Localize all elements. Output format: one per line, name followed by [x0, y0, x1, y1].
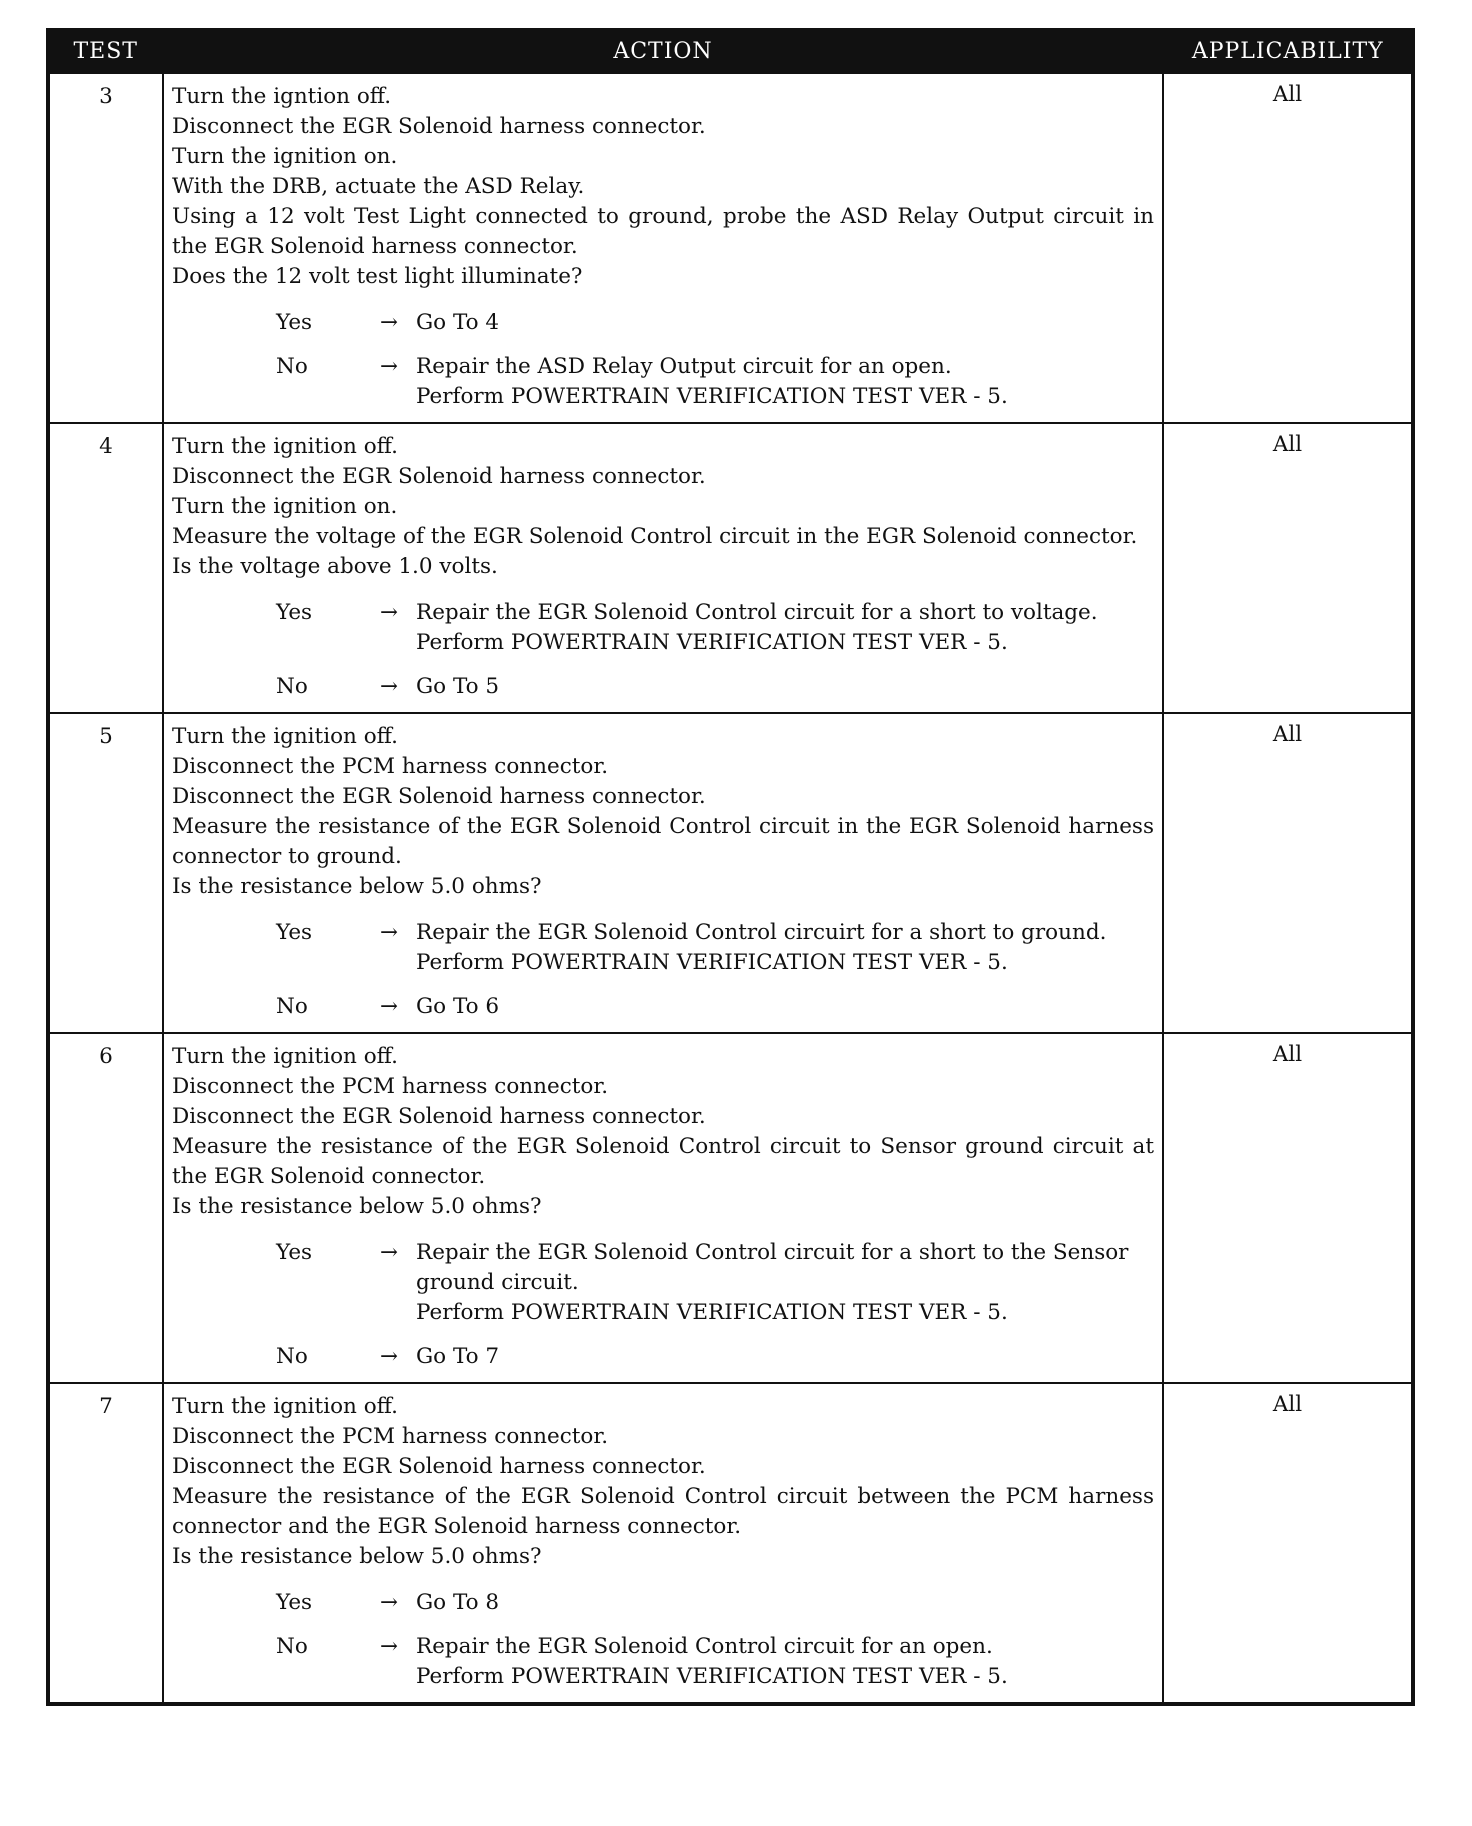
test-number: 7: [48, 1383, 163, 1704]
yes-answer-line: Perform POWERTRAIN VERIFICATION TEST VER - 5.: [416, 630, 1008, 655]
yes-label: Yes: [276, 600, 313, 625]
table-row: [48, 1033, 1413, 1383]
action-step: Disconnect the EGR Solenoid harness connector.: [172, 1454, 706, 1479]
answer-block: [172, 1588, 1154, 1692]
answer-block: [172, 918, 1154, 1022]
yes-text: [416, 1238, 1154, 1328]
action-steps: [172, 722, 1154, 902]
arrow-right-icon: →: [380, 1240, 399, 1265]
action-steps: [172, 1392, 1154, 1572]
arrow-right-icon: →: [380, 920, 399, 945]
action-cell: [163, 423, 1163, 713]
yes-answer-line: Go To 8: [416, 1590, 500, 1615]
no-answer-line: Perform POWERTRAIN VERIFICATION TEST VER - 5.: [416, 384, 1008, 409]
applicability-value: All: [1163, 1033, 1413, 1383]
no-answer: [276, 672, 1154, 702]
action-step: Turn the ignition off.: [172, 724, 398, 749]
no-text: [416, 672, 1154, 702]
table-row: [48, 713, 1413, 1033]
yes-answer: [276, 918, 1154, 978]
applicability-value: All: [1163, 73, 1413, 424]
no-label: No: [276, 1344, 308, 1369]
action-step: Disconnect the EGR Solenoid harness connector.: [172, 784, 706, 809]
header-action: ACTION: [163, 30, 1163, 73]
applicability-value: All: [1163, 713, 1413, 1033]
no-label: No: [276, 674, 308, 699]
arrow-right-icon: →: [380, 674, 399, 699]
yes-text: [416, 1588, 1154, 1618]
action-cell: [163, 1033, 1163, 1383]
action-step: Measure the voltage of the EGR Solenoid Control circuit in the EGR Solenoid connector.: [172, 524, 1138, 549]
yes-answer-line: Go To 4: [416, 310, 500, 335]
yes-label: Yes: [276, 1590, 313, 1615]
action-step: Turn the ignition on.: [172, 144, 398, 169]
yes-answer: [276, 1588, 1154, 1618]
no-answer: [276, 1632, 1154, 1692]
no-answer-line: Go To 5: [416, 674, 500, 699]
yes-answer-line: Repair the EGR Solenoid Control circuirt for a short to ground.: [416, 920, 1107, 945]
diagnostic-page: [46, 28, 1411, 1706]
action-step: Is the voltage above 1.0 volts.: [172, 554, 498, 579]
header-applicability: APPLICABILITY: [1163, 30, 1413, 73]
arrow-right-icon: →: [380, 1590, 399, 1615]
action-step: Does the 12 volt test light illuminate?: [172, 264, 583, 289]
yes-label: Yes: [276, 920, 313, 945]
action-step: Disconnect the PCM harness connector.: [172, 754, 609, 779]
action-step: Is the resistance below 5.0 ohms?: [172, 874, 542, 899]
header-test: TEST: [48, 30, 163, 73]
action-step: Using a 12 volt Test Light connected to ground, probe the ASD Relay Output circuit in the EGR Solenoid harness connector.: [172, 204, 1154, 259]
answer-block: [172, 598, 1154, 702]
no-label: No: [276, 1634, 308, 1659]
no-answer-line: Go To 7: [416, 1344, 500, 1369]
action-step: Turn the igntion off.: [172, 84, 392, 109]
no-label: No: [276, 994, 308, 1019]
yes-answer-line: Repair the EGR Solenoid Control circuit for a short to voltage.: [416, 600, 1098, 625]
action-step: Turn the ignition off.: [172, 1394, 398, 1419]
yes-label: Yes: [276, 1240, 313, 1265]
arrow-right-icon: →: [380, 354, 399, 379]
test-number: 5: [48, 713, 163, 1033]
no-answer-line: Repair the ASD Relay Output circuit for an open.: [416, 354, 952, 379]
table-row: [48, 73, 1413, 424]
no-text: [416, 352, 1154, 412]
no-text: [416, 992, 1154, 1022]
answer-block: [172, 308, 1154, 412]
no-answer: [276, 992, 1154, 1022]
answer-block: [172, 1238, 1154, 1372]
action-cell: [163, 713, 1163, 1033]
arrow-right-icon: →: [380, 1344, 399, 1369]
yes-answer: [276, 598, 1154, 658]
action-step: Disconnect the EGR Solenoid harness connector.: [172, 114, 706, 139]
table-row: [48, 1383, 1413, 1704]
action-step: Measure the resistance of the EGR Solenoid Control circuit between the PCM harness connector and the EGR Solenoid harness connector.: [172, 1484, 1154, 1539]
action-steps: [172, 1042, 1154, 1222]
action-step: Is the resistance below 5.0 ohms?: [172, 1194, 542, 1219]
yes-text: [416, 598, 1154, 658]
action-step: Measure the resistance of the EGR Solenoid Control circuit in the EGR Solenoid harness connector to ground.: [172, 814, 1154, 869]
yes-answer: [276, 308, 1154, 338]
action-step: Disconnect the PCM harness connector.: [172, 1424, 609, 1449]
test-number: 4: [48, 423, 163, 713]
table-body: [48, 73, 1413, 1705]
no-answer: [276, 1342, 1154, 1372]
arrow-right-icon: →: [380, 994, 399, 1019]
action-step: Turn the ignition off.: [172, 434, 398, 459]
yes-text: [416, 308, 1154, 338]
no-answer-line: Repair the EGR Solenoid Control circuit for an open.: [416, 1634, 993, 1659]
no-text: [416, 1342, 1154, 1372]
action-step: Is the resistance below 5.0 ohms?: [172, 1544, 542, 1569]
action-cell: [163, 73, 1163, 424]
action-step: Disconnect the EGR Solenoid harness connector.: [172, 464, 706, 489]
action-steps: [172, 82, 1154, 292]
yes-answer: [276, 1238, 1154, 1328]
table-header-row: [48, 30, 1413, 73]
action-cell: [163, 1383, 1163, 1704]
no-label: No: [276, 354, 308, 379]
yes-answer-line: Repair the EGR Solenoid Control circuit for a short to the Sensor ground circuit.: [416, 1240, 1129, 1295]
yes-answer-line: Perform POWERTRAIN VERIFICATION TEST VER - 5.: [416, 1300, 1008, 1325]
applicability-value: All: [1163, 1383, 1413, 1704]
no-answer-line: Go To 6: [416, 994, 500, 1019]
table-row: [48, 423, 1413, 713]
action-step: Disconnect the PCM harness connector.: [172, 1074, 609, 1099]
yes-label: Yes: [276, 310, 313, 335]
action-steps: [172, 432, 1154, 582]
action-step: With the DRB, actuate the ASD Relay.: [172, 174, 585, 199]
no-text: [416, 1632, 1154, 1692]
yes-answer-line: Perform POWERTRAIN VERIFICATION TEST VER - 5.: [416, 950, 1008, 975]
action-step: Turn the ignition off.: [172, 1044, 398, 1069]
no-answer: [276, 352, 1154, 412]
action-step: Disconnect the EGR Solenoid harness connector.: [172, 1104, 706, 1129]
action-step: Turn the ignition on.: [172, 494, 398, 519]
test-number: 6: [48, 1033, 163, 1383]
applicability-value: All: [1163, 423, 1413, 713]
arrow-right-icon: →: [380, 1634, 399, 1659]
diagnostic-table: [46, 28, 1415, 1706]
arrow-right-icon: →: [380, 310, 399, 335]
yes-text: [416, 918, 1154, 978]
test-number: 3: [48, 73, 163, 424]
action-step: Measure the resistance of the EGR Solenoid Control circuit to Sensor ground circuit at the EGR Solenoid connector.: [172, 1134, 1154, 1189]
no-answer-line: Perform POWERTRAIN VERIFICATION TEST VER - 5.: [416, 1664, 1008, 1689]
arrow-right-icon: →: [380, 600, 399, 625]
